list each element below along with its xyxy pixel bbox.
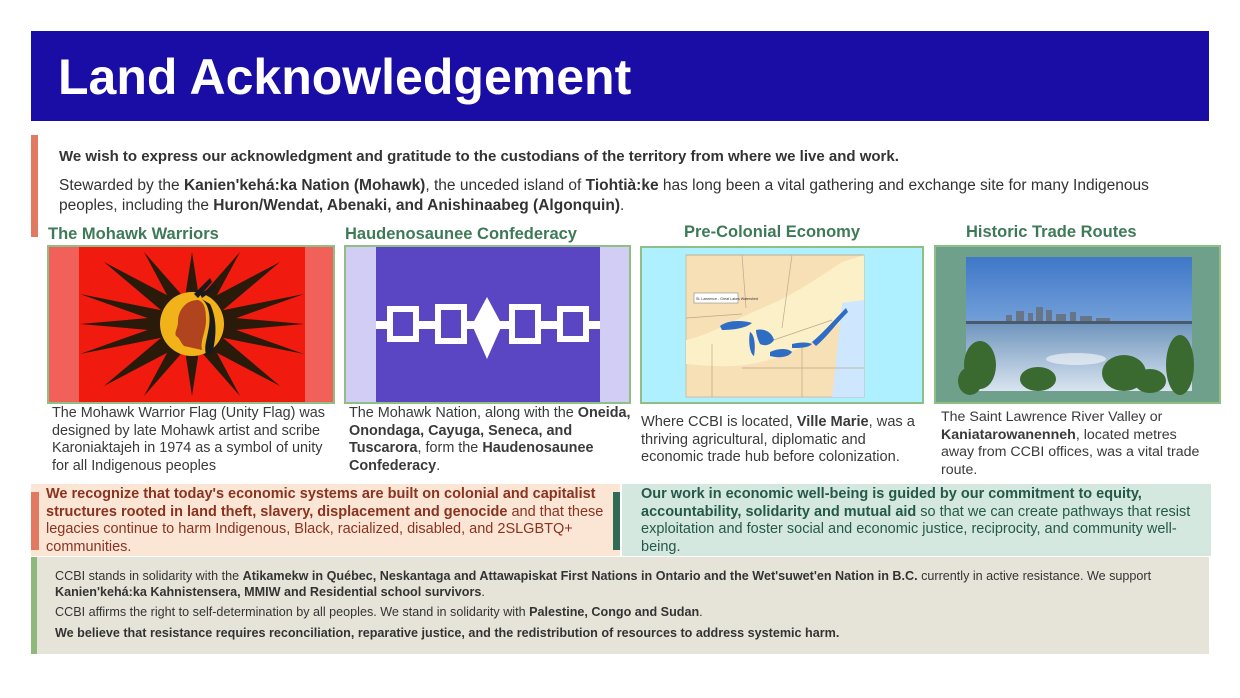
economic-systems-text: We recognize that today's economic systems are built on colonial and capitalist structures rooted in land theft, slavery, displacement and genocide and that these legacies continue to harm Indigenous, Black, racialized, disabled, and 2SLGBTQ+ communities. bbox=[46, 486, 604, 555]
column-title-mohawk-warriors: The Mohawk Warriors bbox=[48, 225, 219, 243]
panel-accent-bar bbox=[613, 492, 620, 550]
caption-pre-colonial-economy: Where CCBI is located, Ville Marie, was a thriving agricultural, diplomatic and economic trade hub before colonization. bbox=[641, 414, 915, 465]
page-title: Land Acknowledgement bbox=[58, 49, 632, 105]
economic-wellbeing-panel bbox=[613, 484, 1211, 556]
title-banner bbox=[31, 31, 1209, 121]
economic-wellbeing-text: Our work in economic well-being is guided by our commitment to equity, accountability, solidarity and mutual aid so that we can create pathways that resist exploitation and foster social and economic justice, reciprocity, and community well-being. bbox=[641, 486, 1191, 555]
solidarity-accent-bar bbox=[31, 557, 37, 654]
st-lawrence-river-photo bbox=[934, 245, 1221, 404]
mohawk-warrior-flag-image bbox=[47, 245, 335, 404]
economic-systems-panel bbox=[31, 484, 620, 556]
column-title-haudenosaunee: Haudenosaunee Confederacy bbox=[345, 225, 577, 243]
solidarity-box bbox=[31, 557, 1209, 654]
self-determination-statement: CCBI affirms the right to self-determination by all peoples. We stand in solidarity with Palestine, Congo and Sudan. bbox=[55, 605, 703, 619]
solidarity-statement: CCBI stands in solidarity with the Atikamekw in Québec, Neskantaga and Attawapiskat First Nations in Ontario and the Wet'suwet'en Nation in B.C. currently in active resistance. We support Kanien'kehá:ka Kahnistensera, MMIW and Residential school survivors. bbox=[55, 569, 1152, 599]
intro-lead: We wish to express our acknowledgment and gratitude to the custodians of the territory from where we live and work. bbox=[59, 148, 899, 165]
column-title-pre-colonial-economy: Pre-Colonial Economy bbox=[684, 223, 861, 241]
caption-mohawk-warriors: The Mohawk Warrior Flag (Unity Flag) was designed by late Mohawk artist and scribe Karoniaktajeh in 1974 as a symbol of unity for all Indigenous peoples bbox=[52, 405, 325, 474]
panel-accent-bar bbox=[31, 492, 39, 550]
caption-historic-trade-routes: The Saint Lawrence River Valley or Kaniatarowanenneh, located metres away from CCBI offices, was a vital trade route. bbox=[941, 409, 1200, 478]
column-title-historic-trade-routes: Historic Trade Routes bbox=[966, 223, 1137, 241]
great-lakes-map-image bbox=[640, 246, 924, 404]
map-label: St. Lawrence - Great Lakes Watershed bbox=[696, 297, 758, 301]
intro-accent-bar bbox=[31, 135, 38, 237]
resistance-statement: We believe that resistance requires reconciliation, reparative justice, and the redistribution of resources to address systemic harm. bbox=[55, 626, 840, 640]
intro-text: Stewarded by the Kanien'kehá:ka Nation (Mohawk), the unceded island of Tiohtià:ke has long been a vital gathering and exchange site for many Indigenous peoples, including the Huron/Wendat, Abenaki, and Anishinaabeg (Algonquin). bbox=[59, 177, 1149, 214]
hiawatha-belt-flag-image bbox=[344, 245, 631, 404]
caption-haudenosaunee: The Mohawk Nation, along with the Oneida, Onondaga, Cayuga, Seneca, and Tuscarora, form the Haudenosaunee Confederacy. bbox=[349, 405, 631, 474]
